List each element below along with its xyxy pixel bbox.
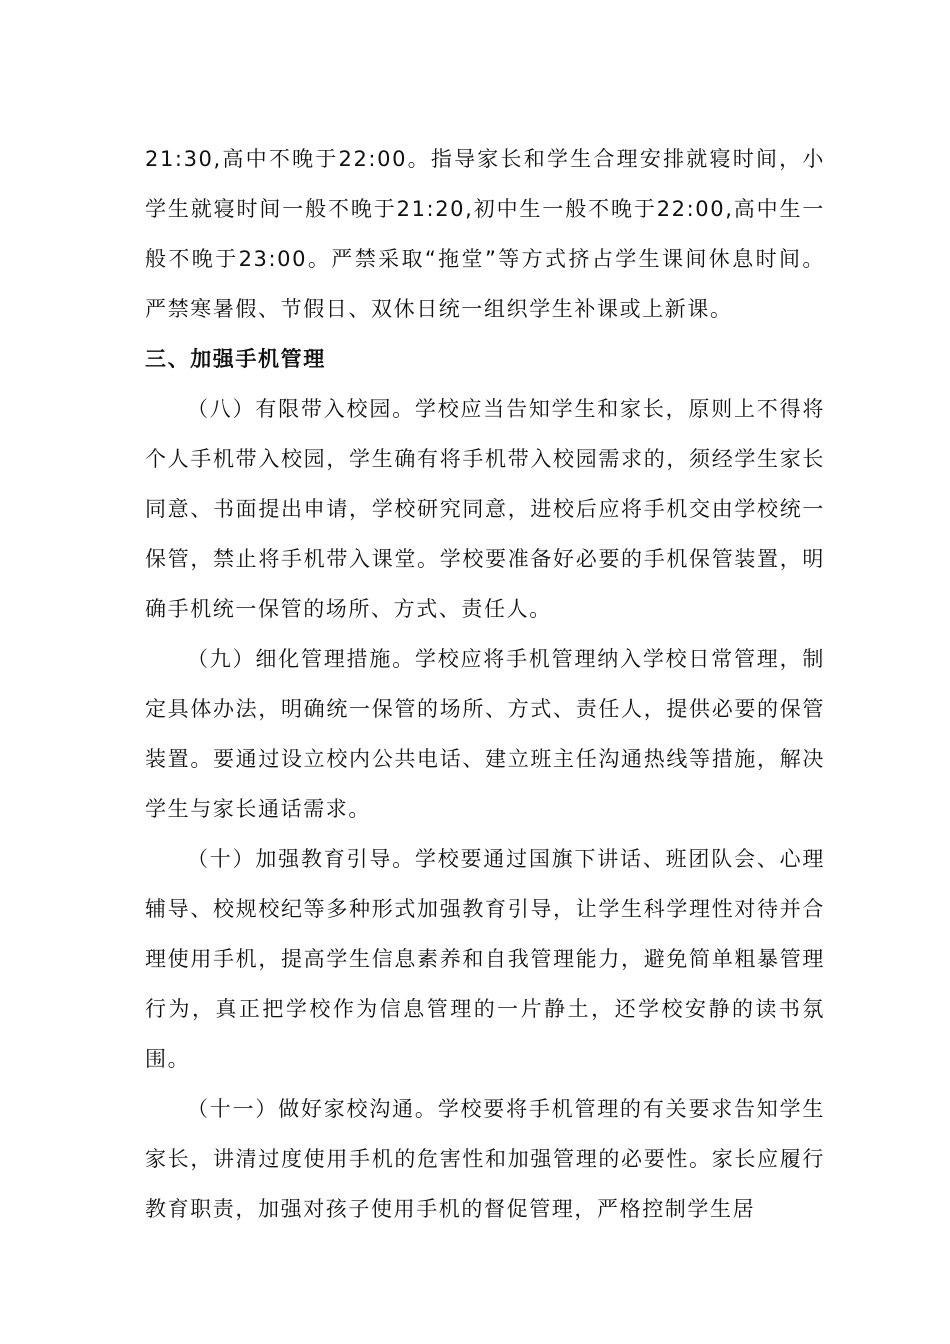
section-heading-phone-management: 三、加强手机管理 [145,347,326,371]
paragraph-item-10: （十）加强教育引导。学校要通过国旗下讲话、班团队会、心理辅导、校规校纪等多种形式加强教育引导，让学生科学理性对待并合理使用手机，提高学生信息素养和自我管理能力，避免简单粗暴管理行为，真正把学校作为信息管理的一片静土，还学校安静的读书氛围。 [145,847,825,1071]
paragraph-item-11: （十一）做好家校沟通。学校要将手机管理的有关要求告知学生家长，讲清过度使用手机的危害性和加强管理的必要性。家长应履行教育职责，加强对孩子使用手机的督促管理，严格控制学生居 [145,1097,825,1221]
paragraph-item-9: （九）细化管理措施。学校应将手机管理纳入学校日常管理，制定具体办法，明确统一保管的场所、方式、责任人，提供必要的保管装置。要通过设立校内公共电话、建立班主任沟通热线等措施，解决学生与家长通话需求。 [145,647,825,821]
document-page [145,134,825,1234]
paragraph-item-8: （八）有限带入校园。学校应当告知学生和家长，原则上不得将个人手机带入校园，学生确有将手机带入校园需求的，须经学生家长同意、书面提出申请，学校研究同意，进校后应将手机交由学校统一保管，禁止将手机带入课堂。学校要准备好必要的手机保管装置，明确手机统一保管的场所、方式、责任人。 [145,397,825,621]
paragraph-continuation: 21:30,高中不晚于22:00。指导家长和学生合理安排就寝时间，小学生就寝时间一般不晚于21:20,初中生一般不晚于22:00,高中生一般不晚于23:00。严禁采取“拖堂”等方式挤占学生课间休息时间。严禁寒暑假、节假日、双休日统一组织学生补课或上新课。 [145,147,825,321]
